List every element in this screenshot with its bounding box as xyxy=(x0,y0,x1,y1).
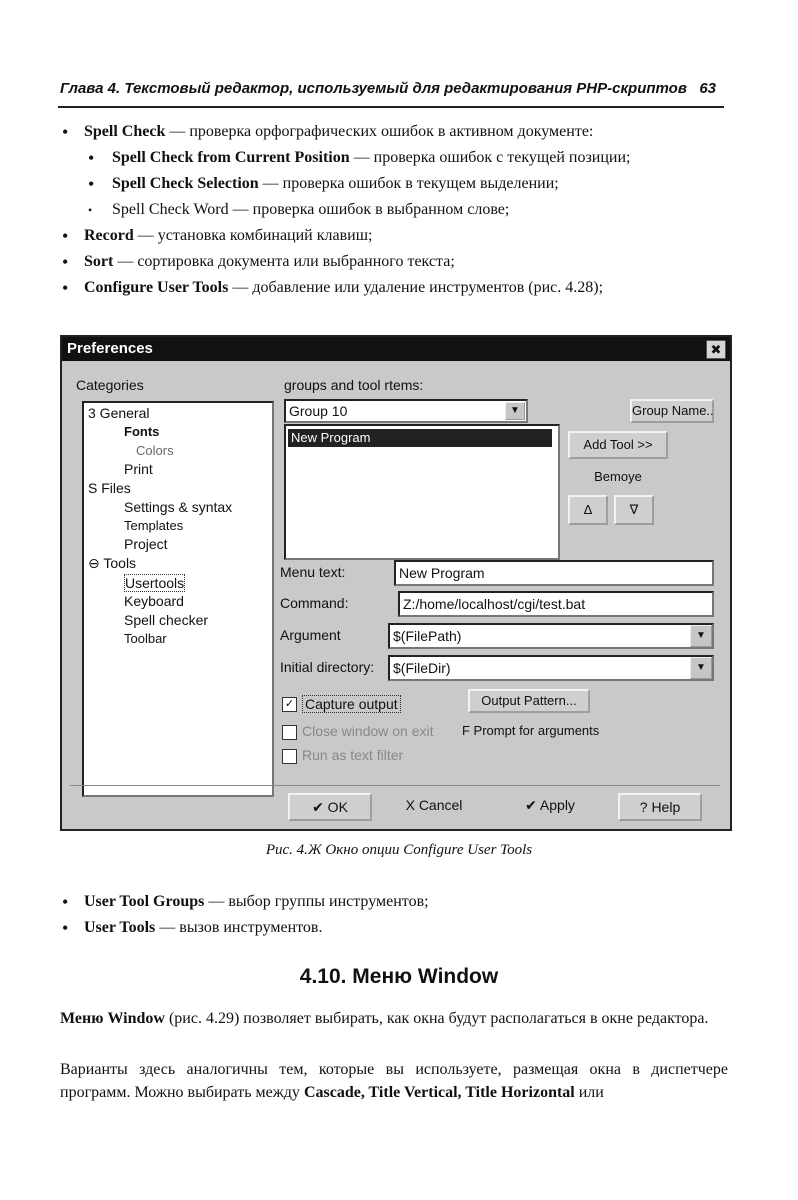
tools-list[interactable] xyxy=(284,424,560,560)
move-up-icon[interactable]: Δ xyxy=(568,495,608,525)
tree-item-colors[interactable]: Colors xyxy=(136,443,174,458)
page-number: 63 xyxy=(699,80,716,97)
output-pattern-button[interactable]: Output Pattern... xyxy=(468,689,590,713)
move-down-icon[interactable]: ∇ xyxy=(614,495,654,525)
chevron-down-icon[interactable]: ▼ xyxy=(690,625,712,647)
close-window-label: Close window on exit xyxy=(302,723,434,739)
list-item: • User Tools — вызов инструментов. xyxy=(62,916,429,942)
initial-directory-value: $(FileDir) xyxy=(393,660,451,676)
list-item-selected[interactable]: New Program xyxy=(288,429,552,447)
capture-output-checkbox[interactable]: ✓ xyxy=(282,697,297,712)
tree-item-project[interactable]: Project xyxy=(124,536,168,552)
tree-item-fonts[interactable]: Fonts xyxy=(124,424,160,439)
run-filter-checkbox[interactable] xyxy=(282,749,297,764)
list-item: • Record — установка комбинаций клавиш; xyxy=(62,224,630,250)
tree-item-files[interactable]: S Files xyxy=(88,480,131,496)
bullet-list-bottom xyxy=(62,890,429,942)
list-item: • Spell Check from Current Position — проверка ошибок с текущей позиции; xyxy=(62,146,630,172)
add-tool-button[interactable]: Add Tool >> xyxy=(568,431,668,459)
chevron-down-icon[interactable]: ▼ xyxy=(505,402,525,420)
ok-button[interactable]: ✔ OK xyxy=(288,793,372,821)
preferences-dialog xyxy=(60,335,732,831)
groups-label: groups and tool rtems: xyxy=(284,377,424,393)
paragraph: Меню Window (рис. 4.29) позволяет выбирать, как окна будут располагаться в окне редактора. xyxy=(60,1010,709,1027)
close-icon[interactable]: ✖ xyxy=(706,340,726,359)
remove-button[interactable]: Bemoye xyxy=(594,469,642,484)
tree-item-spell-checker[interactable]: Spell checker xyxy=(124,612,209,628)
list-item: • Spell Check Selection — проверка ошибок в текущем выделении; xyxy=(62,172,630,198)
dialog-title: Preferences xyxy=(67,340,153,357)
chevron-down-icon[interactable]: ▼ xyxy=(690,657,712,679)
cancel-button[interactable]: X Cancel xyxy=(405,797,463,813)
initial-directory-label: Initial directory: xyxy=(280,659,375,675)
section-heading: 4.10. Меню Window xyxy=(299,965,499,988)
argument-value: $(FilePath) xyxy=(393,628,462,644)
categories-tree[interactable] xyxy=(82,401,274,797)
run-filter-label: Run as text filter xyxy=(302,747,404,763)
argument-input[interactable] xyxy=(388,623,714,649)
initial-directory-input[interactable] xyxy=(388,655,714,681)
prompt-arguments-label[interactable]: F Prompt for arguments xyxy=(462,723,600,738)
header-rule xyxy=(58,106,724,108)
close-window-checkbox[interactable] xyxy=(282,725,297,740)
help-button[interactable]: ? Help xyxy=(618,793,702,821)
tree-item-general[interactable]: 3 General xyxy=(88,405,150,421)
command-label: Command: xyxy=(280,595,349,611)
running-header xyxy=(60,80,720,104)
group-value: Group 10 xyxy=(289,403,348,419)
tree-item-usertools[interactable]: Usertools xyxy=(125,575,185,591)
dialog-separator xyxy=(70,785,720,786)
list-item: • Configure User Tools — добавление или удаление инструментов (рис. 4.28); xyxy=(62,276,630,302)
categories-label: Categories xyxy=(76,377,144,393)
figure-caption: Рис. 4.Ж Окно опции Configure User Tools xyxy=(265,842,533,858)
paragraph: Варианты здесь аналогичны тем, которые вы используете, размещая окна в диспетчере программ. Можно выбирать между Cascade, Title Vertical, Title Horizontal или xyxy=(60,1061,728,1101)
list-item: • Spell Check — проверка орфографических ошибок в активном документе: xyxy=(62,120,630,146)
tree-item-print[interactable]: Print xyxy=(124,461,153,477)
menu-text-input[interactable]: New Program xyxy=(394,560,714,586)
group-select[interactable] xyxy=(284,399,528,423)
tree-item-templates[interactable]: Templates xyxy=(124,518,184,533)
tree-item-settings-syntax[interactable]: Settings & syntax xyxy=(124,499,233,515)
list-item: • User Tool Groups — выбор группы инструментов; xyxy=(62,890,429,916)
list-item: • Spell Check Word — проверка ошибок в выбранном слове; xyxy=(62,198,630,224)
list-item: • Sort — сортировка документа или выбранного текста; xyxy=(62,250,630,276)
tree-item-tools[interactable]: ⊖ Tools xyxy=(88,555,137,571)
command-input[interactable]: Z:/home/localhost/cgi/test.bat xyxy=(398,591,714,617)
argument-label: Argument xyxy=(280,627,341,643)
header-title: Глава 4. Текстовый редактор, используемый для редактирования PHP-скриптов xyxy=(60,80,687,97)
bullet-list-top xyxy=(62,120,630,302)
apply-button[interactable]: ✔ Apply xyxy=(525,797,575,813)
capture-output-label: Capture output xyxy=(302,695,401,713)
tree-item-toolbar[interactable]: Toolbar xyxy=(124,631,167,646)
dialog-title-bar xyxy=(62,337,730,361)
tree-item-keyboard[interactable]: Keyboard xyxy=(124,593,184,609)
group-name-button[interactable]: Group Name.. xyxy=(630,399,714,423)
menu-text-label: Menu text: xyxy=(280,564,346,580)
